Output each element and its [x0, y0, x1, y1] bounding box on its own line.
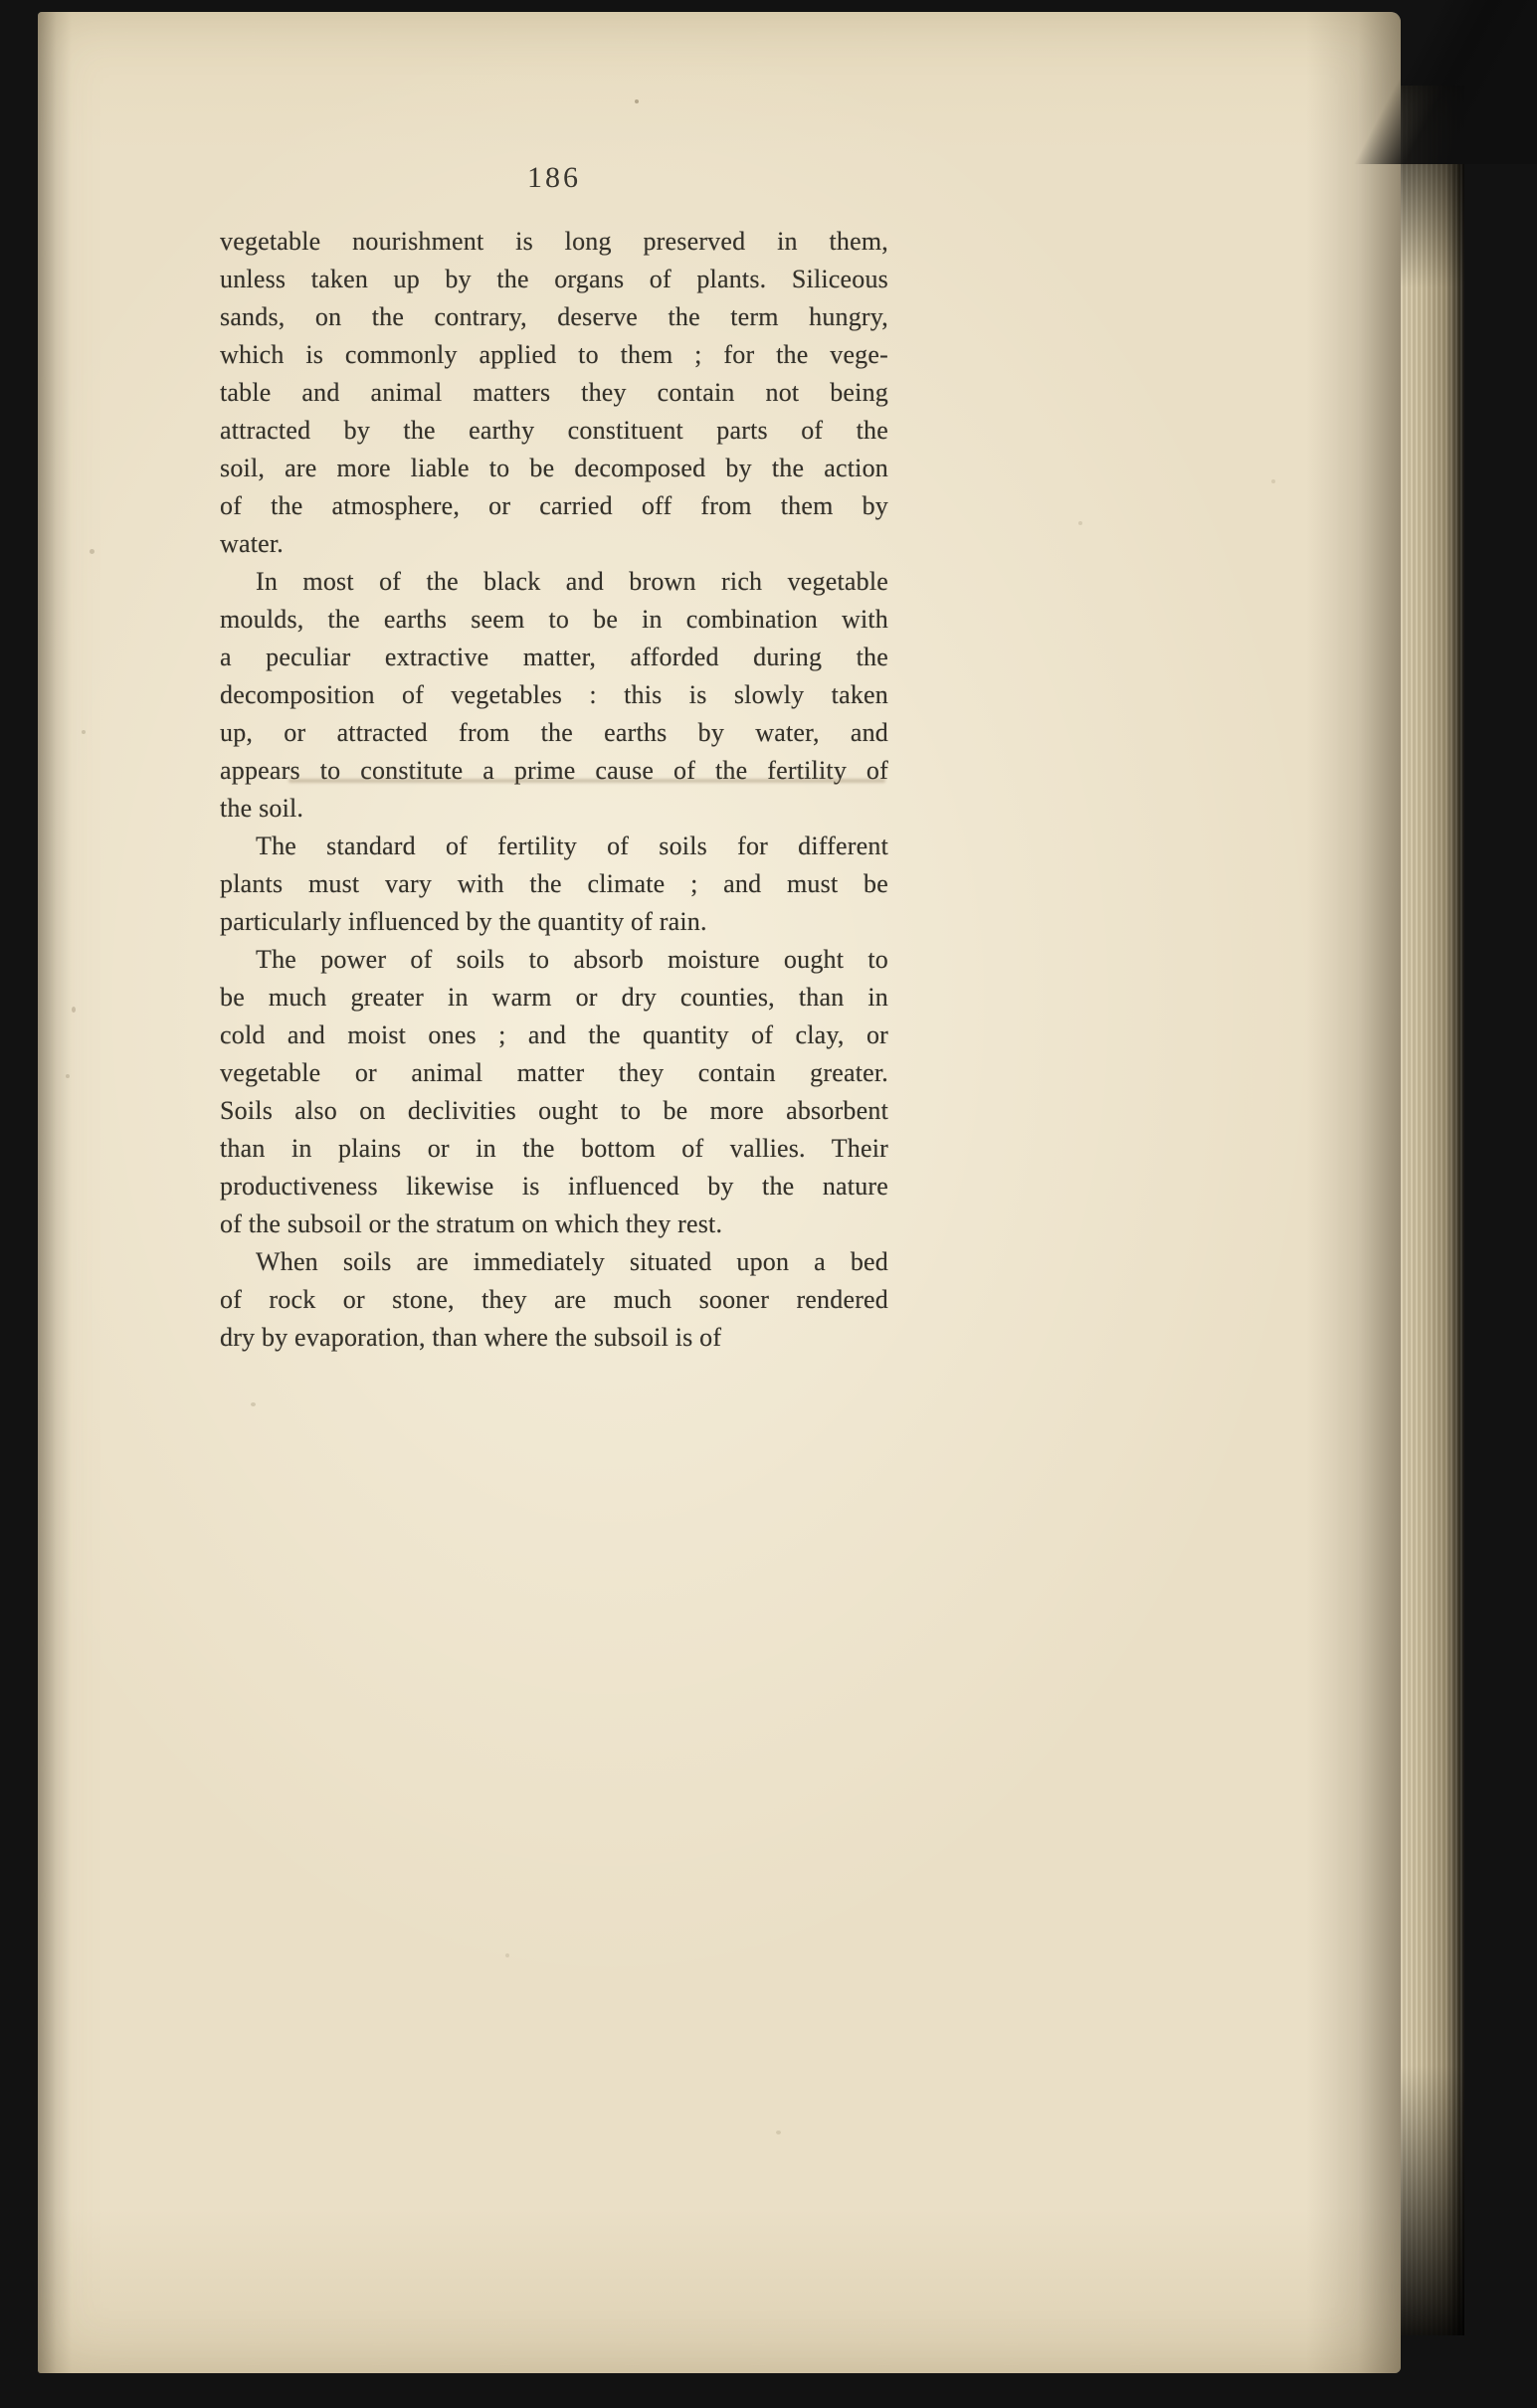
text-line: dry by evaporation, than where the subsoil is of: [220, 1323, 722, 1352]
text-line: than in plains or in the bottom of vallies. Their: [220, 1134, 888, 1163]
paragraph: [220, 941, 888, 1243]
text-line: Soils also on declivities ought to be more absorbent: [220, 1096, 888, 1125]
text-line: When soils are immediately situated upon a bed: [256, 1247, 888, 1276]
text-line: attracted by the earthy constituent parts of the: [220, 416, 888, 445]
paper-speck: [90, 549, 95, 554]
text-line: sands, on the contrary, deserve the term hungry,: [220, 302, 888, 331]
text-line: The power of soils to absorb moisture ought to: [256, 945, 888, 974]
text-line: vegetable or animal matter they contain greater.: [220, 1058, 888, 1087]
scan-smudge: [288, 779, 885, 783]
text-line: table and animal matters they contain not being: [220, 378, 888, 407]
text-line: vegetable nourishment is long preserved in them,: [220, 227, 888, 256]
paragraph: [220, 223, 888, 563]
text-line: a peculiar extractive matter, afforded during the: [220, 643, 888, 671]
text-line: which is commonly applied to them ; for the vege-: [220, 340, 888, 369]
text-line: cold and moist ones ; and the quantity of clay, or: [220, 1020, 888, 1049]
text-line: moulds, the earths seem to be in combination with: [220, 605, 888, 634]
paper-speck: [1271, 479, 1275, 483]
text-line: water.: [220, 529, 285, 558]
paper-speck: [1078, 521, 1082, 525]
paper-speck: [505, 1953, 509, 1957]
text-line: unless taken up by the organs of plants. Siliceous: [220, 265, 888, 293]
paper-speck: [72, 1007, 76, 1013]
page-text-block: [220, 223, 888, 1357]
paper-speck: [82, 730, 86, 734]
paragraph: [220, 1243, 888, 1357]
text-line: The standard of fertility of soils for different: [256, 832, 888, 860]
text-line: the soil.: [220, 794, 304, 823]
text-line: soil, are more liable to be decomposed by the action: [220, 454, 888, 482]
paragraph: [220, 828, 888, 941]
text-line: be much greater in warm or dry counties, than in: [220, 983, 888, 1012]
text-line: of rock or stone, they are much sooner rendered: [220, 1285, 888, 1314]
paper-speck: [776, 2130, 781, 2134]
paper-speck: [635, 99, 639, 103]
text-line: productiveness likewise is influenced by the nature: [220, 1172, 888, 1201]
paragraph: [220, 563, 888, 828]
paper-speck: [251, 1402, 256, 1406]
text-line: of the subsoil or the stratum on which they rest.: [220, 1209, 723, 1238]
text-line: particularly influenced by the quantity of rain.: [220, 907, 707, 936]
text-line: decomposition of vegetables : this is slowly taken: [220, 680, 888, 709]
page-edges: [1401, 86, 1464, 2335]
text-line: In most of the black and brown rich vegetable: [256, 567, 888, 596]
text-line: appears to constitute a prime cause of the fertility of: [220, 756, 888, 785]
text-line: plants must vary with the climate ; and must be: [220, 869, 888, 898]
book-page: [38, 12, 1401, 2373]
text-line: of the atmosphere, or carried off from them by: [220, 491, 888, 520]
page-number: 186: [527, 161, 581, 194]
paper-speck: [66, 1074, 70, 1078]
text-line: up, or attracted from the earths by water, and: [220, 718, 888, 747]
